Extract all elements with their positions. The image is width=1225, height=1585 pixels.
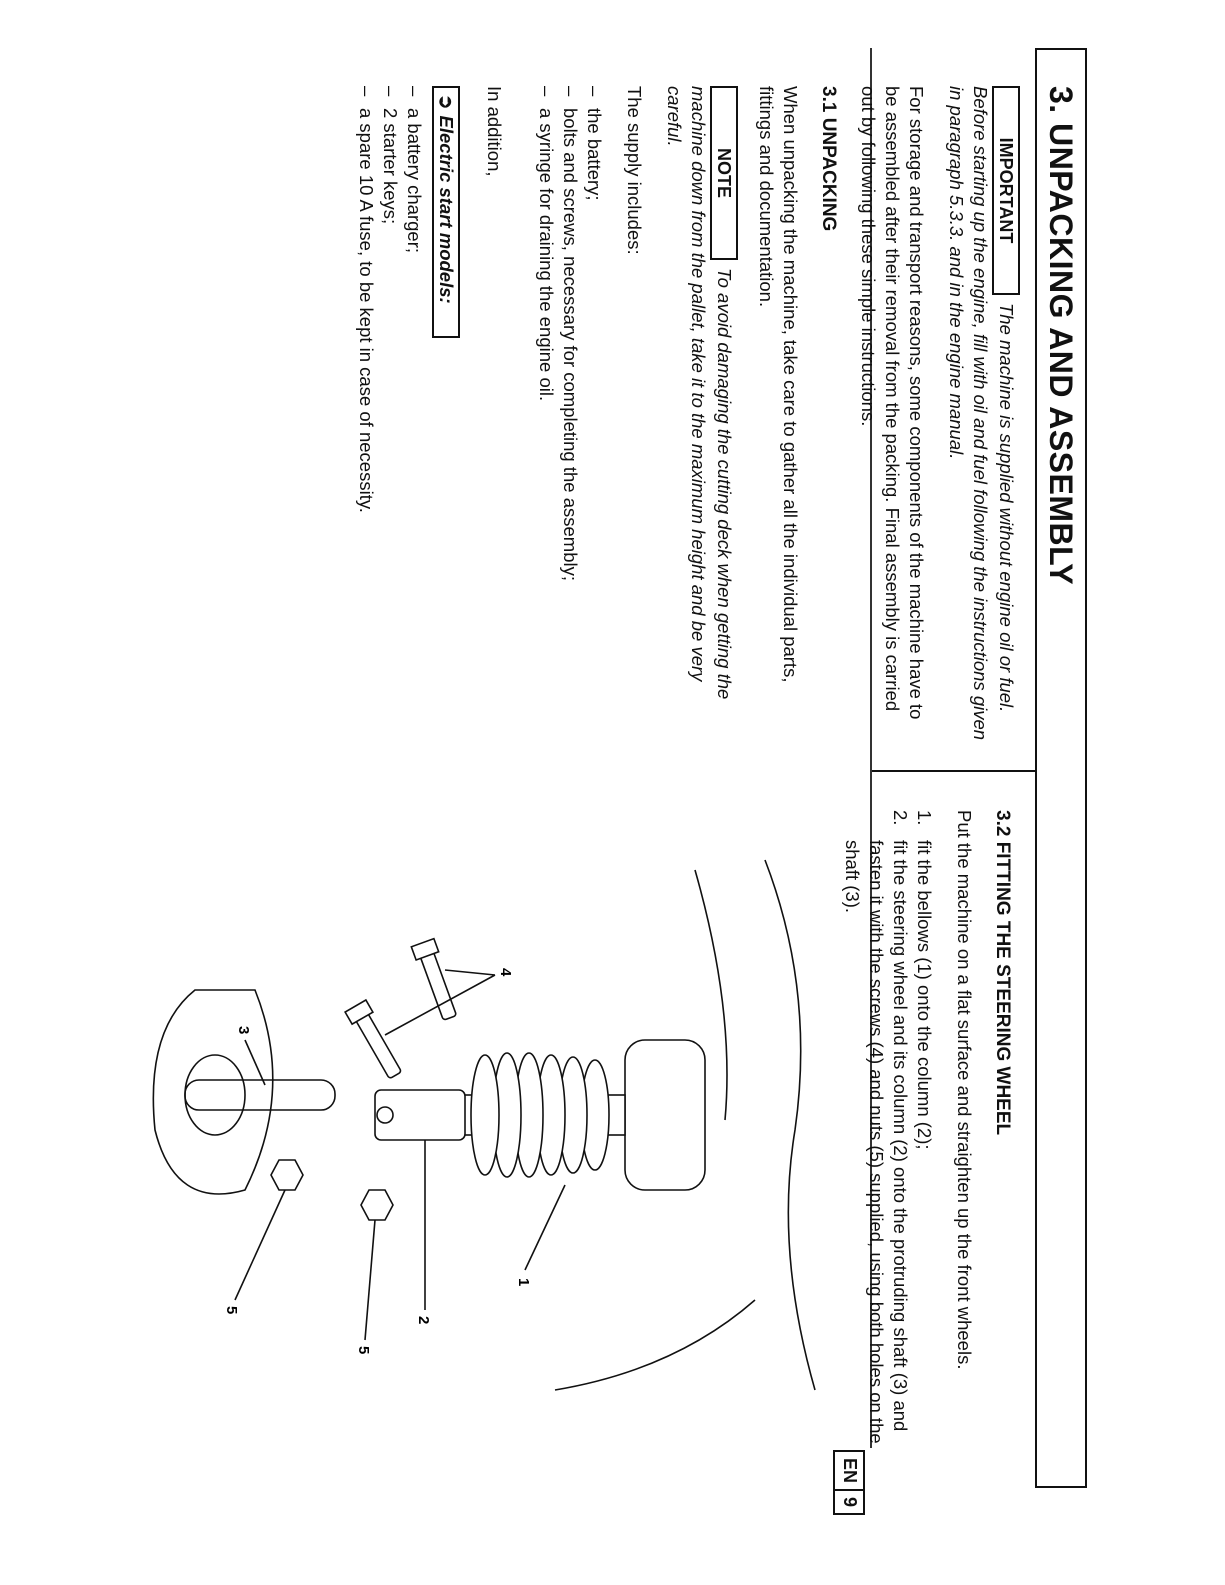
list-item: – a syringe for draining the engine oil.	[534, 86, 558, 741]
callout-5a: 5	[355, 1346, 372, 1355]
important-notice	[944, 86, 1020, 741]
intro-paragraph: For storage and transport reasons, some components of the machine have to be assembled after their removal from the packing. Final assembly is carried out by following these simple instructions.	[858, 86, 927, 720]
arrow-right-icon: ➲	[436, 94, 457, 110]
page-title: 3. UNPACKING AND ASSEMBLY	[1043, 86, 1079, 586]
right-column	[840, 810, 1020, 1460]
callout-5b: 5	[223, 1306, 240, 1315]
callout-1: 1	[515, 1278, 532, 1287]
steering-assembly-drawing	[135, 830, 855, 1430]
section-31-heading: 3.1 UNPACKING	[818, 86, 839, 232]
column-lower	[375, 1090, 465, 1140]
left-column	[340, 86, 1020, 741]
list-item: – bolts and screws, necessary for completing the assembly;	[558, 86, 582, 741]
callout-3: 3	[235, 1026, 252, 1035]
leader-line-5b	[235, 1190, 285, 1300]
electric-start-label: Electric start models:	[436, 115, 457, 304]
step-item: 2.fit the steering wheel and its column (2) onto the protruding shaft (3) and fasten it with the screws (4) and nuts (5) supplied, using both holes on the shaft (3).	[842, 810, 911, 1444]
unpacking-paragraph: When unpacking the machine, take care to gather all the individual parts, fittings and documentation.	[756, 86, 801, 683]
supply-list	[534, 86, 606, 741]
steering-assembly-figure	[135, 830, 855, 1430]
steering-intro: Put the machine on a flat surface and straighten up the front wheels.	[954, 810, 975, 1370]
note-text: To avoid damaging the cutting deck when getting the machine down from the pallet, take it to the maximum height and be very careful.	[664, 86, 735, 700]
list-item: – the battery;	[582, 86, 606, 741]
nut	[361, 1190, 393, 1220]
leader-line-3	[245, 1040, 265, 1085]
list-item: – a battery charger;	[402, 86, 426, 741]
callout-4: 4	[497, 968, 514, 977]
dash-curve	[555, 1300, 755, 1390]
page-number: 9	[835, 1489, 863, 1513]
nut	[271, 1160, 303, 1190]
leader-line-1	[525, 1185, 565, 1270]
section-32-heading: 3.2 FITTING THE STEERING WHEEL	[992, 810, 1013, 1136]
hood-outline	[765, 860, 815, 1390]
in-addition-text: In addition,	[484, 86, 505, 177]
note-notice	[662, 86, 738, 741]
protruding-shaft	[185, 1080, 335, 1110]
step-item: 1.fit the bellows (1) onto the column (2);	[914, 810, 935, 1150]
column-divider	[870, 770, 1035, 772]
screw	[345, 1000, 401, 1079]
column-housing	[625, 1040, 705, 1190]
list-item: – a spare 10 A fuse, to be kept in case of necessity.	[354, 86, 378, 741]
language-code: EN	[840, 1458, 860, 1484]
list-item: – 2 starter keys;	[378, 86, 402, 741]
electric-start-box	[432, 86, 460, 338]
leader-line-5a	[365, 1220, 375, 1340]
supply-intro: The supply includes:	[624, 86, 645, 255]
callout-2: 2	[415, 1316, 432, 1325]
important-text: The machine is supplied without engine oil or fuel. Before starting up the engine, fill with oil and fuel following the instructions given in paragraph 5.3.3. and in the engine manual.	[946, 86, 1017, 741]
electric-start-list	[354, 86, 426, 741]
note-badge: NOTE	[710, 86, 738, 260]
bellows	[471, 1053, 609, 1177]
important-badge: IMPORTANT	[992, 86, 1020, 295]
